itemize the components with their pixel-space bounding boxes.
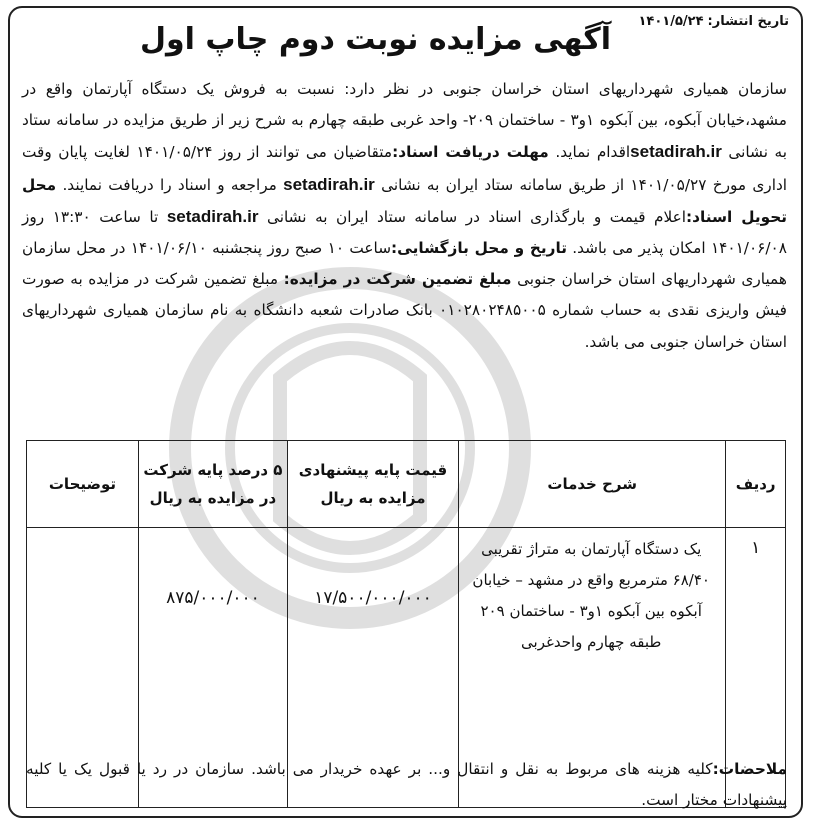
publication-date-value: ۱۴۰۱/۵/۲۴ [638,14,704,29]
delivery-label: محل تحویل اسناد: [22,175,787,226]
guarantee-text: مبلغ تضمین شرکت در مزایده به صورت فیش واریزی نقدی به حساب شماره ۰۱۰۲۸۰۲۴۸۵۰۰۵ بانک صادرات شعبه دانشگاه به نام سازمان همیاری شهرداریهای استان خراسان جنوبی می باشد. [22,270,787,351]
cell-base-price: ۱۷/۵۰۰/۰۰۰/۰۰۰ [287,528,458,808]
remarks [26,754,787,816]
publication-date [638,14,789,29]
header-description: شرح خدمات [459,441,726,528]
advertisement-frame [8,6,803,818]
announcement-body [10,74,801,358]
opening-text: ساعت ۱۰ صبح روز پنجشنبه ۱۴۰۱/۰۶/۱۰ در محل سازمان همیاری شهرداریهای استان خراسان جنوبی [22,239,787,289]
guarantee-label: مبلغ تضمین شرکت در مزایده: [283,270,512,289]
header-five-percent: ۵ درصد پایه شرکت در مزایده به ریال [138,441,287,528]
intro-text: سازمان همیاری شهرداریهای استان خراسان جنوبی در نظر دارد: نسبت به فروش یک دستگاه آپارتمان واقع در مشهد،خیابان آبکوه، بین آبکوه ۱و۳ - ساختمان ۲۰۹- واحد غربی طبقه چهارم به شرح زیر از طریق مزایده در سامانه ستاد به نشانی [22,80,787,162]
after-site-2: مراجعه و اسناد را دریافت نمایند. [62,175,277,194]
cell-five-percent: ۸۷۵/۰۰۰/۰۰۰ [138,528,287,808]
delivery-text: اعلام قیمت و بارگذاری اسناد در سامانه ستاد ایران به نشانی [266,207,686,226]
page-title: آگهی مزایده نوبت دوم چاپ اول [139,22,611,57]
publication-date-label: تاریخ انتشار: [707,14,789,29]
cell-description: یک دستگاه آپارتمان به متراژ تقریبی ۶۸/۴۰ مترمربع واقع در مشهد – خیابان آبکوه بین آبکوه ۱و۳ - ساختمان ۲۰۹ طبقه چهارم واحدغربی [459,528,726,808]
table-header-row [27,441,786,528]
site-link-1: setadirah.ir [630,142,722,162]
site-link-2: setadirah.ir [283,174,375,194]
site-link-3: setadirah.ir [166,206,259,226]
header-row-number: ردیف [726,441,786,528]
header-notes: توضیحات [27,441,139,528]
cell-row-number: ۱ [726,528,786,808]
header [10,8,801,70]
remarks-text: کلیه هزینه های مربوط به نقل و انتقال و... بر عهده خریدار می باشد. سازمان در رد یا قبول یک یا کلیه پیشنهادات مختار است. [26,760,787,809]
services-table [26,440,786,808]
opening-label: تاریخ و محل بازگشایی: [391,239,567,258]
after-site-1: اقدام نماید. [555,143,631,162]
remarks-label: ملاحضات: [712,760,787,778]
deadline-label: مهلت دریافت اسناد: [392,143,549,162]
deadline-text: متقاضیان می توانند از روز ۱۴۰۱/۰۵/۲۴ لغایت پایان وقت اداری مورخ ۱۴۰۱/۰۵/۲۷ از طریق سامانه ستاد ایران به نشانی [22,143,788,194]
header-base-price: قیمت پایه پیشنهادی مزایده به ریال [287,441,458,528]
after-site-3: تا ساعت ۱۳:۳۰ روز ۱۴۰۱/۰۶/۰۸ امکان پذیر می باشد. [22,207,787,258]
